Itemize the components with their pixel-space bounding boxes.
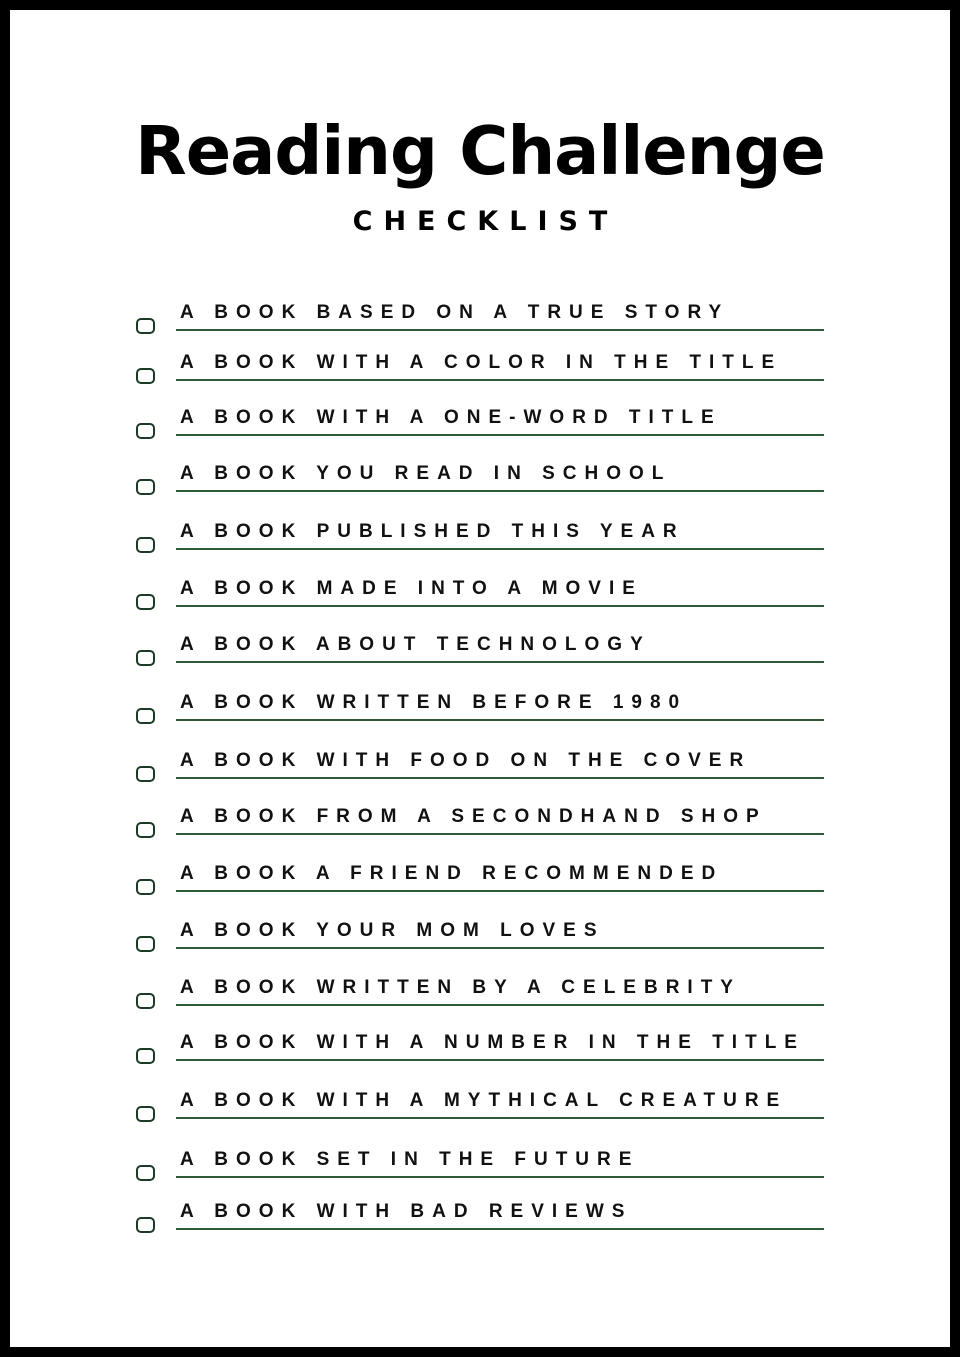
checklist-item-label: A BOOK WRITTEN BY A CELEBRITY: [180, 977, 741, 998]
checklist: [10, 10, 950, 1347]
checklist-item-label: A BOOK WITH A ONE-WORD TITLE: [180, 407, 722, 428]
write-line: [176, 329, 824, 331]
checklist-item[interactable]: [136, 1201, 824, 1241]
page-subtitle: CHECKLIST: [352, 206, 619, 237]
checklist-item-label: A BOOK SET IN THE FUTURE: [180, 1149, 640, 1170]
checklist-item-label: A BOOK FROM A SECONDHAND SHOP: [180, 806, 767, 827]
write-line: [176, 947, 824, 949]
checkbox[interactable]: [136, 650, 155, 666]
checklist-item-label: A BOOK PUBLISHED THIS YEAR: [180, 521, 685, 542]
page-title: Reading Challenge: [135, 112, 825, 190]
checkbox[interactable]: [136, 1106, 155, 1122]
checklist-item[interactable]: [136, 806, 824, 846]
checklist-item[interactable]: [136, 407, 824, 447]
write-line: [176, 490, 824, 492]
checklist-item[interactable]: [136, 920, 824, 960]
write-line: [176, 1059, 824, 1061]
write-line: [176, 434, 824, 436]
checklist-item-label: A BOOK WITH BAD REVIEWS: [180, 1201, 633, 1222]
checklist-item[interactable]: [136, 521, 824, 561]
checklist-item[interactable]: [136, 302, 824, 342]
checkbox[interactable]: [136, 368, 155, 384]
checklist-item-label: A BOOK WITH A COLOR IN THE TITLE: [180, 352, 783, 373]
checklist-item-label: A BOOK ABOUT TECHNOLOGY: [180, 634, 651, 655]
checkbox[interactable]: [136, 708, 155, 724]
checkbox[interactable]: [136, 318, 155, 334]
write-line: [176, 661, 824, 663]
write-line: [176, 1176, 824, 1178]
checklist-item[interactable]: [136, 578, 824, 618]
checklist-item[interactable]: [136, 1090, 824, 1130]
checklist-item[interactable]: [136, 977, 824, 1017]
write-line: [176, 777, 824, 779]
checkbox[interactable]: [136, 479, 155, 495]
checkbox[interactable]: [136, 1217, 155, 1233]
checkbox[interactable]: [136, 594, 155, 610]
checklist-item-label: A BOOK WITH A NUMBER IN THE TITLE: [180, 1032, 805, 1053]
write-line: [176, 833, 824, 835]
checklist-page: [10, 10, 950, 1347]
checkbox[interactable]: [136, 537, 155, 553]
checkbox[interactable]: [136, 1048, 155, 1064]
checklist-item-label: A BOOK YOUR MOM LOVES: [180, 920, 605, 941]
checklist-item-label: A BOOK A FRIEND RECOMMENDED: [180, 863, 724, 884]
checkbox[interactable]: [136, 423, 155, 439]
checklist-item[interactable]: [136, 352, 824, 392]
checkbox[interactable]: [136, 936, 155, 952]
write-line: [176, 890, 824, 892]
checklist-item-label: A BOOK WITH A MYTHICAL CREATURE: [180, 1090, 788, 1111]
checkbox[interactable]: [136, 822, 155, 838]
write-line: [176, 548, 824, 550]
checklist-item-label: A BOOK WITH FOOD ON THE COVER: [180, 750, 752, 771]
checklist-item[interactable]: [136, 1032, 824, 1072]
checklist-item[interactable]: [136, 463, 824, 503]
checklist-item-label: A BOOK MADE INTO A MOVIE: [180, 578, 643, 599]
checklist-item[interactable]: [136, 634, 824, 674]
checklist-item[interactable]: [136, 1149, 824, 1189]
write-line: [176, 379, 824, 381]
checkbox[interactable]: [136, 1165, 155, 1181]
write-line: [176, 1117, 824, 1119]
checkbox[interactable]: [136, 766, 155, 782]
checkbox[interactable]: [136, 879, 155, 895]
checklist-item[interactable]: [136, 863, 824, 903]
write-line: [176, 605, 824, 607]
checklist-item-label: A BOOK YOU READ IN SCHOOL: [180, 463, 672, 484]
write-line: [176, 719, 824, 721]
checklist-item[interactable]: [136, 750, 824, 790]
write-line: [176, 1004, 824, 1006]
checklist-item-label: A BOOK WRITTEN BEFORE 1980: [180, 692, 688, 713]
checkbox[interactable]: [136, 993, 155, 1009]
checklist-item[interactable]: [136, 692, 824, 732]
write-line: [176, 1228, 824, 1230]
checklist-item-label: A BOOK BASED ON A TRUE STORY: [180, 302, 730, 323]
